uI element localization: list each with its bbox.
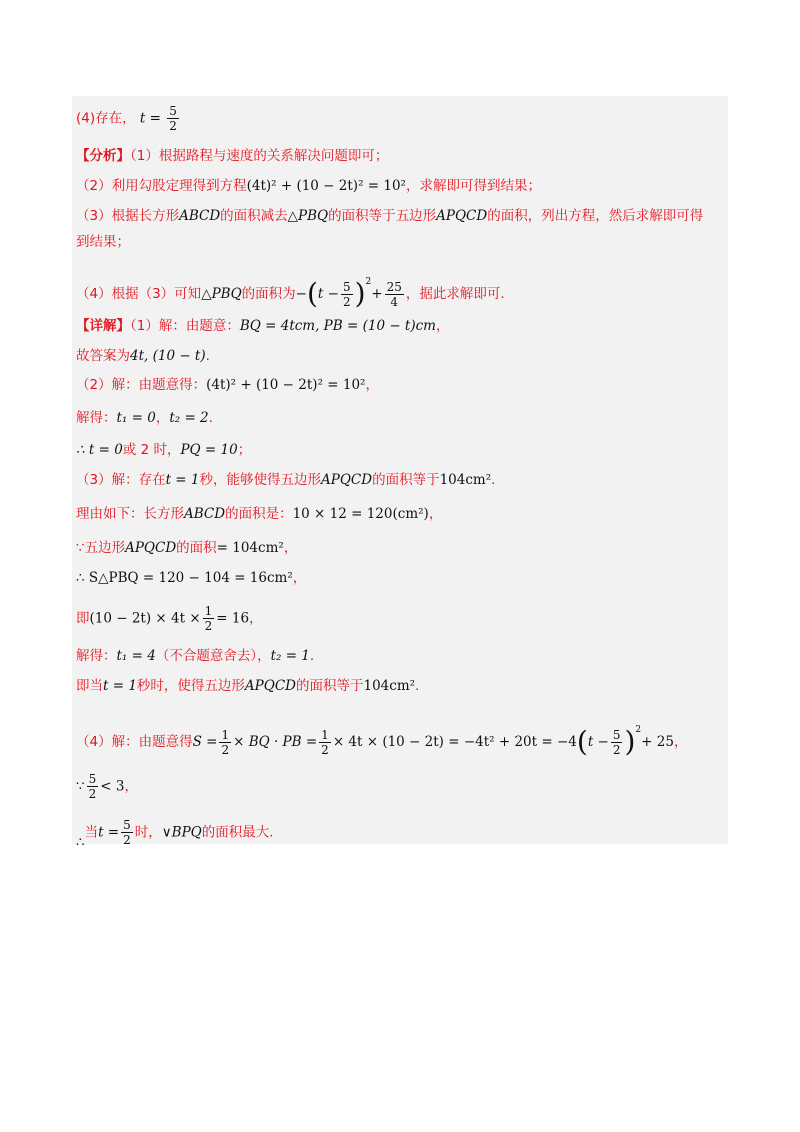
fraction: $\frac{5}{2}$ [123, 818, 131, 847]
detail-line-4: 解得：t₁ = 0，t₂ = 2. [76, 410, 213, 426]
analysis-line-3: （3）根据长方形ABCD的面积减去△PBQ的面积等于五边形APQCD的面积，列出方程，然后求解即可得 [76, 208, 704, 224]
analysis-line-2: （2）利用勾股定理得到方程(4t)² + (10 − 2t)² = 10²，求解即可得到结果； [76, 178, 541, 194]
detail-line-13: （4）解：由题意得S = $\frac{1}{2}$ × BQ · PB = $\frac{1}{2}$ × 4t × (10 − 2t) = −4t² + 20t = −4(t − $\frac{5}{2}$ )$^2$+ 25， [76, 725, 688, 758]
analysis-line-1: 【分析】（1）根据路程与速度的关系解决问题即可； [76, 148, 389, 164]
detail-line-12: 即当t = 1秒时，使得五边形APQCD的面积等于104cm². [76, 678, 420, 694]
detail-line-11: 解得：t₁ = 4（不合题意舍去），t₂ = 1. [76, 648, 315, 664]
fraction: $\frac{1}{2}$ [221, 727, 230, 757]
detail-line-1: 【详解】（1）解：由题意：BQ = 4tcm, PB = (10 − t)cm， [76, 318, 450, 334]
detail-line-9: ∴ S△PBQ = 120 − 104 = 16cm²， [76, 570, 307, 586]
detail-line-3: （2）解：由题意得：(4t)² + (10 − 2t)² = 10²， [76, 377, 379, 393]
detail-line-5: ∴ t = 0或 2 时，PQ = 10； [76, 442, 252, 458]
fraction: $\frac{5}{2}$ [342, 279, 351, 309]
fraction: $\frac{5}{2}$ [612, 727, 621, 757]
answer-4: (4)存在， t = $\frac{5}{2}$ [76, 104, 177, 133]
detail-line-7: 理由如下：长方形ABCD的面积是：10 × 12 = 120(cm²)， [76, 506, 443, 522]
analysis-line-3b: 到结果； [76, 234, 130, 250]
fraction: $\frac{25}{4}$ [386, 279, 402, 309]
analysis-line-4: （4）根据（3）可知△PBQ的面积为−(t − $\frac{5}{2}$ )$^2$+ $\frac{25}{4}$ ，据此求解即可. [76, 277, 505, 310]
detail-line-10: 即(10 − 2t) × 4t × $\frac{1}{2}$ = 16， [76, 604, 263, 633]
fraction: $\frac{5}{2}$ [88, 772, 97, 801]
fraction: $\frac{1}{2}$ [204, 604, 213, 633]
fraction: $\frac{5}{2}$ [169, 104, 177, 133]
detail-line-2: 故答案为4t, (10 − t). [76, 348, 210, 364]
detail-line-6: （3）解：存在t = 1秒，能够使得五边形APQCD的面积等于104cm². [76, 472, 496, 488]
detail-line-14: ∵ $\frac{5}{2}$ < 3， [76, 772, 138, 801]
detail-line-8: ∵五边形APQCD的面积= 104cm²， [76, 540, 298, 556]
detail-line-15: ∴当t = $\frac{5}{2}$ 时，∨BPQ的面积最大. [76, 818, 274, 851]
fraction: $\frac{1}{2}$ [321, 727, 329, 757]
